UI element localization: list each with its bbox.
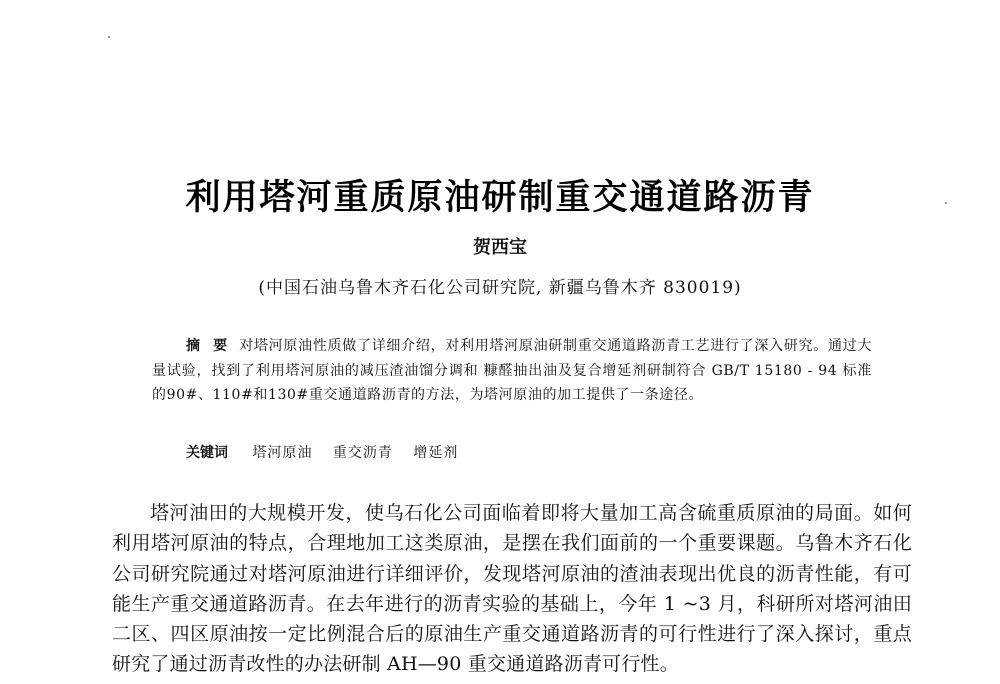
scan-speck xyxy=(108,36,110,38)
paper-title: 利用塔河重质原油研制重交通道路沥青 xyxy=(185,178,815,218)
keywords-block xyxy=(186,441,474,465)
keywords-label: 关键词 xyxy=(186,445,228,461)
abstract-text: 对塔河原油性质做了详细介绍，对利用塔河原油研制重交通道路沥青工艺进行了深入研究。通过大量试验，找到了利用塔河原油的减压渣油馏分调和 糠醛抽出油及复合增延剂研制符合 GB/T 15180 - 94 标准的90#、110#和130#重交通道路沥青的方法，为塔河原油的加工提供了一条途径。 xyxy=(152,338,872,403)
keyword-item: 重交沥青 xyxy=(332,445,393,461)
body-paragraph: 塔河油田的大规模开发，使乌石化公司面临着即将大量加工高含硫重质原油的局面。如何利用塔河原油的特点，合理地加工这类原油，是摆在我们面前的一个重要课题。乌鲁木齐石化公司研究院通过对塔河原油进行详细评价，发现塔河原油的渣油表现出优良的沥青性能，有可能生产重交通道路沥青。在去年进行的沥青实验的基础上，今年 1 ~3 月，科研所对塔河油田二区、四区原油按一定比例混合后的原油生产重交通道路沥青的可行性进行了深入探讨，重点研究了通过沥青改性的办法研制 AH—90 重交通道路沥青可行性。 xyxy=(112,502,912,676)
abstract-label: 摘 要 xyxy=(186,338,232,354)
author-name: 贺西宝 xyxy=(473,237,527,258)
keyword-item: 塔河原油 xyxy=(252,445,313,461)
author-affiliation: (中国石油乌鲁木齐石化公司研究院, 新疆乌鲁木齐 830019) xyxy=(258,278,742,298)
keyword-item: 增延剂 xyxy=(413,445,459,461)
abstract-block xyxy=(152,334,872,408)
